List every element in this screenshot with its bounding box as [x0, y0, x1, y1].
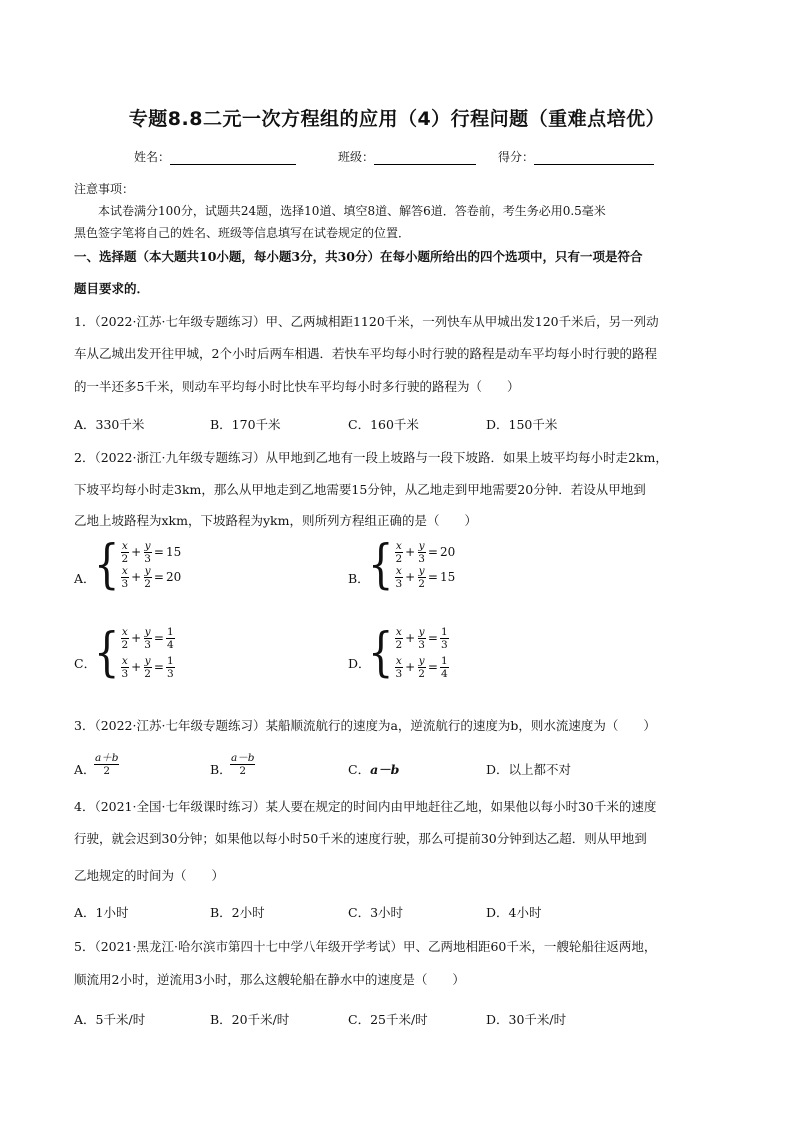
- notes-line-2: 黑色签字笔将自己的姓名、班级等信息填写在试卷规定的位置．: [74, 226, 411, 240]
- q1-line-3: 的一半还多5千米，则动车平均每小时比快车平均每小时多行驶的路程为（ ）: [74, 379, 520, 394]
- score-blank[interactable]: [534, 152, 654, 165]
- q5-option-a[interactable]: A．5千米/时: [74, 1012, 146, 1027]
- page-title: 专题8.8二元一次方程组的应用（4）行程问题（重难点培优）: [128, 108, 666, 130]
- q1-option-c[interactable]: C．160千米: [348, 417, 419, 432]
- q3-option-b-label[interactable]: B．: [210, 762, 232, 777]
- q4-line-3: 乙地规定的时间为（ ）: [74, 868, 225, 883]
- name-label: 姓名：: [134, 150, 171, 164]
- q3-option-d[interactable]: D．以上都不对: [486, 762, 572, 777]
- score-label: 得分：: [498, 150, 535, 164]
- brace: {: [94, 534, 120, 595]
- q2-option-c-system[interactable]: { $\frac{x}{2}$ + $\frac{y}{3}$ = $\frac{1}{4}$ $\frac{x}{3}$ + $\frac{y}{2}$ = $\frac{1}{3}$: [94, 622, 174, 683]
- q5-line-1: 5．（2021·黑龙江·哈尔滨市第四十七中学八年级开学考试）甲、乙两地相距60千米，一艘轮船往返两地，: [74, 939, 657, 954]
- q3-option-c[interactable]: C．a－b: [348, 762, 400, 777]
- q2-line-2: 下坡平均每小时走3km，那么从甲地走到乙地需要15分钟，从乙地走到甲地需要20分钟．若设从甲地到: [74, 482, 646, 497]
- brace: {: [368, 534, 394, 595]
- q1-line-1: 1．（2022·江苏·七年级专题练习）甲、乙两城相距1120千米，一列快车从甲城出发120千米后，另一列动: [74, 314, 659, 329]
- q5-line-2: 顺流用2小时，逆流用3小时，那么这艘轮船在静水中的速度是（ ）: [74, 972, 465, 987]
- q3-line-1: 3．（2022·江苏·七年级专题练习）某船顺流航行的速度为a，逆流航行的速度为b，则水流速度为（ ）: [74, 718, 656, 733]
- name-field[interactable]: [134, 148, 296, 165]
- score-field[interactable]: [498, 148, 654, 165]
- q2-option-a-label[interactable]: A．: [74, 571, 96, 586]
- q3-option-b[interactable]: $\frac{a-b}{2}$: [231, 752, 255, 777]
- section-heading-1: 一、选择题（本大题共10小题，每小题3分，共30分）在每小题所给出的四个选项中，只有一项是符合: [74, 249, 643, 264]
- q1-option-d[interactable]: D．150千米: [486, 417, 558, 432]
- q2-line-1: 2．（2022·浙江·九年级专题练习）从甲地到乙地有一段上坡路与一段下坡路．如果上坡平均每小时走2km，: [74, 450, 668, 465]
- q3-option-a-label[interactable]: A．: [74, 762, 96, 777]
- q4-option-c[interactable]: C．3小时: [348, 905, 404, 920]
- q1-line-2: 车从乙城出发开往甲城，2个小时后两车相遇．若快车平均每小时行驶的路程是动车平均每小时行驶的路程: [74, 346, 657, 361]
- q2-option-a-system[interactable]: { $\frac{x}{2}$ + $\frac{y}{3}$ = 15 $\frac{x}{3}$ + $\frac{y}{2}$ = 20: [94, 534, 182, 595]
- q5-option-d[interactable]: D．30千米/时: [486, 1012, 567, 1027]
- class-blank[interactable]: [374, 152, 476, 165]
- q2-option-d-label[interactable]: D．: [348, 656, 371, 671]
- q2-option-b-label[interactable]: B．: [348, 571, 370, 586]
- q4-line-2: 行驶，就会迟到30分钟；如果他以每小时50千米的速度行驶，那么可提前30分钟到达乙超．则从甲地到: [74, 831, 647, 846]
- q2-option-c-label[interactable]: C．: [74, 656, 97, 671]
- class-label: 班级：: [338, 150, 375, 164]
- notes-line-1: 本试卷满分100分，试题共24题，选择10道、填空8道、解答6道．答卷前，考生务必用0.5毫米: [98, 204, 606, 218]
- class-field[interactable]: [338, 148, 476, 165]
- section-heading-2: 题目要求的．: [74, 281, 150, 296]
- q2-option-d-system[interactable]: { $\frac{x}{2}$ + $\frac{y}{3}$ = $\frac{1}{3}$ $\frac{x}{3}$ + $\frac{y}{2}$ = $\frac{1}{4}$: [368, 622, 448, 683]
- q1-option-a[interactable]: A．330千米: [74, 417, 145, 432]
- q4-line-1: 4．（2021·全国·七年级课时练习）某人要在规定的时间内由甲地赶往乙地，如果他以每小时30千米的速度: [74, 799, 657, 814]
- name-blank[interactable]: [170, 152, 296, 165]
- notes-heading: 注意事项：: [74, 182, 135, 196]
- q4-option-d[interactable]: D．4小时: [486, 905, 542, 920]
- brace: {: [94, 622, 120, 683]
- q4-option-a[interactable]: A．1小时: [74, 905, 129, 920]
- q4-option-b[interactable]: B．2小时: [210, 905, 265, 920]
- brace: {: [368, 622, 394, 683]
- q1-option-b[interactable]: B．170千米: [210, 417, 281, 432]
- q2-line-3: 乙地上坡路程为xkm，下坡路程为ykm，则所列方程组正确的是（ ）: [74, 513, 477, 528]
- q5-option-c[interactable]: C．25千米/时: [348, 1012, 428, 1027]
- q2-option-b-system[interactable]: { $\frac{x}{2}$ + $\frac{y}{3}$ = 20 $\frac{x}{3}$ + $\frac{y}{2}$ = 15: [368, 534, 456, 595]
- q3-option-a[interactable]: $\frac{a+b}{2}$: [95, 752, 119, 777]
- q5-option-b[interactable]: B．20千米/时: [210, 1012, 290, 1027]
